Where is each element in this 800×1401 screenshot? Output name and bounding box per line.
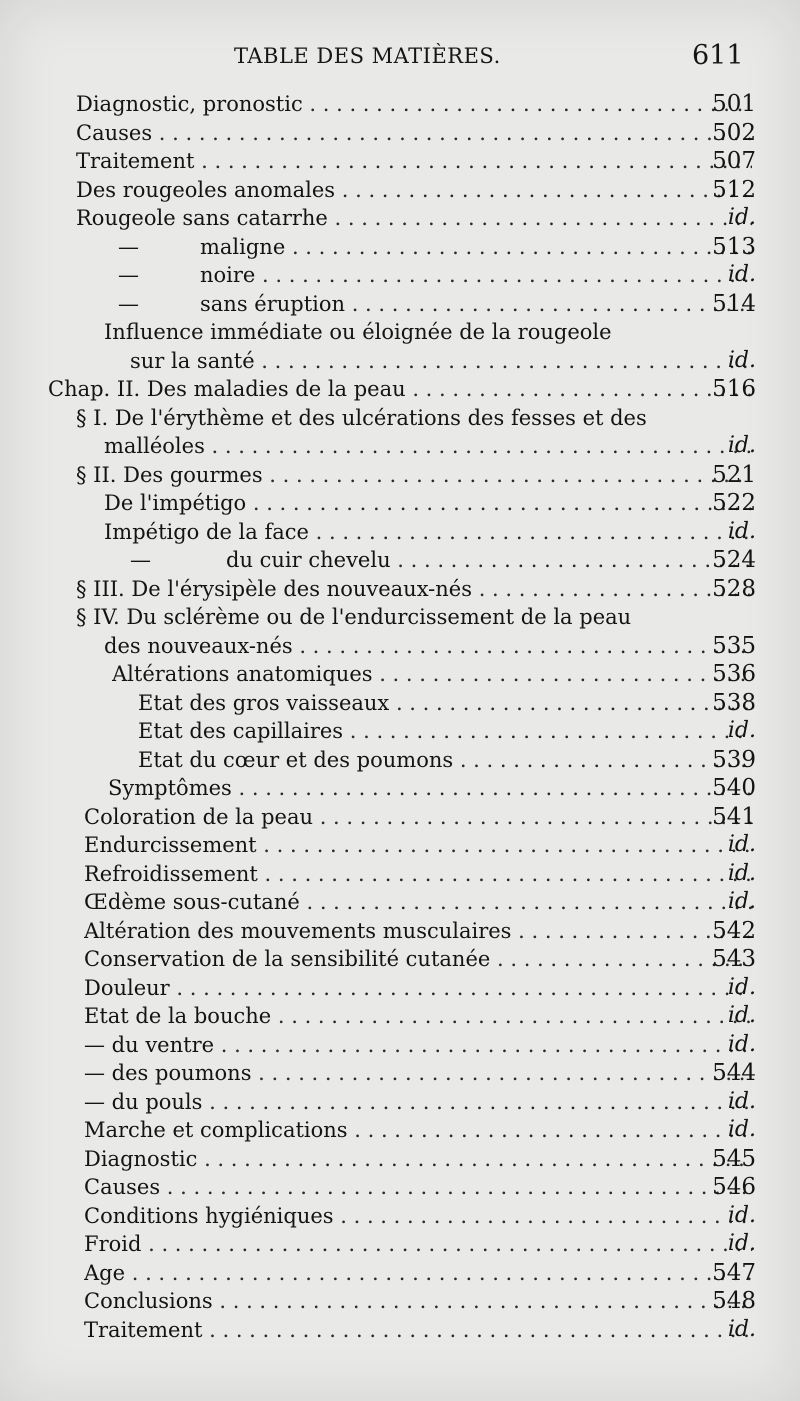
- toc-entry-page: id.: [727, 205, 756, 230]
- toc-entry: [0, 974, 800, 1003]
- toc-entry-title: Symptômes . . .: [108, 774, 752, 803]
- toc-entry-title: Diagnostic, pronostic . . .: [76, 90, 752, 119]
- toc-entry-page: 542: [712, 917, 756, 944]
- toc-entry: [0, 1202, 800, 1231]
- toc-entry-page: 513: [712, 233, 756, 260]
- toc-entry: [0, 1259, 800, 1288]
- toc-entry: [0, 803, 800, 832]
- toc-entry-page: id.: [727, 974, 756, 1000]
- toc-entry-page: 539: [712, 746, 756, 773]
- toc-entry: [0, 290, 800, 319]
- toc-entry-title: Conditions hygiéniques . . .: [84, 1202, 752, 1231]
- toc-entry: [0, 176, 800, 205]
- toc-entry-title: Etat de la bouche . . .: [84, 1002, 752, 1031]
- toc-entry-title: Conservation de la sensibilité cutanée . . .: [84, 945, 752, 974]
- toc-entry: [0, 831, 800, 860]
- toc-entry-page: id.: [727, 433, 756, 458]
- toc-entry-dash: —: [118, 263, 139, 287]
- toc-entry: [0, 917, 800, 946]
- toc-entry-title: Refroidissement . . .: [84, 860, 752, 889]
- toc-entry: [0, 1031, 800, 1060]
- toc-entry-title: § IV. Du sclérème ou de l'endurcissement de la peau: [76, 605, 632, 629]
- toc-entry: [0, 660, 800, 689]
- toc-entry-page: id.: [727, 347, 756, 373]
- toc-entry-title: Traitement . . .: [76, 147, 752, 176]
- toc-entry-dash: —: [118, 234, 139, 259]
- toc-entry-page: 507: [712, 148, 756, 174]
- toc-entry: [0, 261, 800, 290]
- toc-entry: [0, 1059, 800, 1088]
- toc-entry-page: id.: [727, 1088, 756, 1114]
- toc-entry-title: Coloration de la peau . . .: [84, 803, 752, 832]
- toc-entry: [0, 774, 800, 803]
- toc-entry-page: id.: [727, 718, 756, 743]
- toc-entry: [0, 147, 800, 176]
- toc-entry-page: 538: [712, 689, 756, 716]
- toc-entry: [0, 546, 800, 575]
- toc-entry-page: id.: [727, 262, 756, 287]
- toc-entry-title: Altérations anatomiques . . .: [112, 660, 752, 689]
- toc-entry: [0, 1145, 800, 1174]
- toc-entry-page: 502: [712, 119, 756, 146]
- toc-entry-page: id.: [727, 1031, 756, 1057]
- table-of-contents: [0, 90, 800, 1344]
- toc-entry: [0, 204, 800, 233]
- toc-entry-page: 543: [712, 946, 756, 972]
- toc-entry-title: Des rougeoles anomales . . .: [76, 176, 752, 205]
- toc-entry: [0, 1088, 800, 1117]
- toc-entry-title: § III. De l'érysipèle des nouveaux-nés . . .: [76, 575, 752, 604]
- toc-entry-page: 547: [712, 1259, 756, 1286]
- toc-entry-page: id.: [727, 1003, 756, 1028]
- toc-entry: [0, 689, 800, 718]
- toc-entry-title: sur la santé . . .: [130, 347, 752, 376]
- toc-entry-page: 540: [712, 775, 756, 801]
- running-title: TABLE DES MATIÈRES.: [234, 44, 501, 68]
- toc-entry-title: Causes . . .: [84, 1173, 752, 1202]
- toc-entry-title: Endurcissement . . .: [84, 831, 752, 860]
- toc-entry-page: id.: [727, 1117, 756, 1142]
- toc-entry-title: Etat des gros vaisseaux . . .: [138, 689, 752, 718]
- toc-entry-title: Diagnostic . . .: [84, 1145, 752, 1174]
- toc-entry: [0, 347, 800, 376]
- toc-entry-title: du cuir chevelu . . .: [226, 546, 752, 575]
- toc-entry-page: id.: [727, 832, 756, 857]
- toc-entry: [0, 461, 800, 490]
- toc-entry: [0, 489, 800, 518]
- toc-entry-title: Etat des capillaires . . .: [138, 717, 752, 746]
- toc-entry-page: 535: [712, 632, 756, 659]
- toc-entry-page: 544: [712, 1060, 756, 1086]
- toc-entry-page: id.: [727, 518, 756, 544]
- toc-entry-title: Œdème sous-cutané . . .: [84, 888, 752, 917]
- toc-entry-title: Age . . .: [84, 1259, 752, 1288]
- toc-entry: [0, 945, 800, 974]
- toc-entry-title: Influence immédiate ou éloignée de la rougeole: [104, 320, 612, 344]
- toc-entry-title: Etat du cœur et des poumons . . .: [138, 746, 752, 775]
- toc-entry-page: 516: [712, 376, 756, 402]
- toc-entry: [0, 1230, 800, 1259]
- toc-entry-title: Causes . . .: [76, 119, 752, 148]
- toc-entry-page: 528: [712, 575, 756, 602]
- toc-entry-page: id.: [727, 1231, 756, 1256]
- toc-entry-dash: —: [118, 291, 139, 316]
- page-header: [0, 40, 800, 78]
- page-number: 611: [692, 40, 744, 71]
- toc-entry: [0, 717, 800, 746]
- toc-entry-page: id.: [727, 1202, 756, 1228]
- toc-entry-title: — des poumons . . .: [84, 1059, 752, 1088]
- toc-entry-title: Altération des mouvements musculaires . . .: [84, 917, 752, 946]
- toc-entry-title: des nouveaux-nés . . .: [104, 632, 752, 661]
- toc-entry: [0, 119, 800, 148]
- toc-entry-title: malléoles . . .: [104, 432, 752, 461]
- toc-entry-page: 521: [712, 461, 756, 488]
- toc-entry: [0, 318, 800, 347]
- toc-entry-title: De l'impétigo . . .: [104, 489, 752, 518]
- toc-entry: [0, 90, 800, 119]
- toc-entry-page: 524: [712, 547, 756, 573]
- toc-entry-page: 522: [712, 490, 756, 516]
- toc-entry-page: 546: [712, 1174, 756, 1200]
- toc-entry-title: sans éruption . . .: [200, 290, 752, 319]
- toc-entry: [0, 518, 800, 547]
- toc-entry-title: Traitement . . .: [84, 1316, 752, 1345]
- toc-entry: [0, 860, 800, 889]
- toc-entry-page: 536: [712, 661, 756, 687]
- toc-entry: [0, 1116, 800, 1145]
- toc-entry-title: Chap. II. Des maladies de la peau . . .: [48, 375, 752, 404]
- toc-entry: [0, 1287, 800, 1316]
- toc-entry: [0, 1173, 800, 1202]
- toc-entry: [0, 603, 800, 632]
- toc-entry: [0, 1316, 800, 1345]
- toc-entry: [0, 746, 800, 775]
- toc-entry-page: 541: [712, 803, 756, 830]
- toc-entry: [0, 375, 800, 404]
- toc-entry-title: — du pouls . . .: [84, 1088, 752, 1117]
- toc-entry: [0, 404, 800, 433]
- toc-entry: [0, 575, 800, 604]
- toc-entry-title: noire . . .: [200, 261, 752, 290]
- toc-entry: [0, 233, 800, 262]
- toc-entry-page: 545: [712, 1145, 756, 1172]
- toc-entry: [0, 632, 800, 661]
- toc-entry-page: id.: [727, 860, 756, 886]
- toc-entry-title: Douleur . . .: [84, 974, 752, 1003]
- toc-entry-page: 514: [712, 290, 756, 317]
- toc-entry-page: 501: [712, 91, 756, 117]
- toc-entry-title: Rougeole sans catarrhe . . .: [76, 204, 752, 233]
- toc-entry: [0, 888, 800, 917]
- toc-entry-title: § I. De l'érythème et des ulcérations des fesses et des: [76, 405, 647, 430]
- toc-entry: [0, 432, 800, 461]
- toc-entry-dash: —: [130, 548, 151, 572]
- toc-entry-page: 548: [712, 1288, 756, 1314]
- toc-entry-title: Conclusions . . .: [84, 1287, 752, 1316]
- toc-entry-page: id.: [727, 1316, 756, 1342]
- toc-entry-title: Froid . . .: [84, 1230, 752, 1259]
- toc-entry-page: id.: [727, 889, 756, 914]
- toc-entry-title: — du ventre . . .: [84, 1031, 752, 1060]
- toc-entry-title: § II. Des gourmes . . .: [76, 461, 752, 490]
- toc-entry-title: maligne . . .: [200, 233, 752, 262]
- toc-entry-page: 512: [712, 176, 756, 203]
- toc-entry-title: Impétigo de la face . . .: [104, 518, 752, 547]
- toc-entry: [0, 1002, 800, 1031]
- toc-entry-title: Marche et complications . . .: [84, 1116, 752, 1145]
